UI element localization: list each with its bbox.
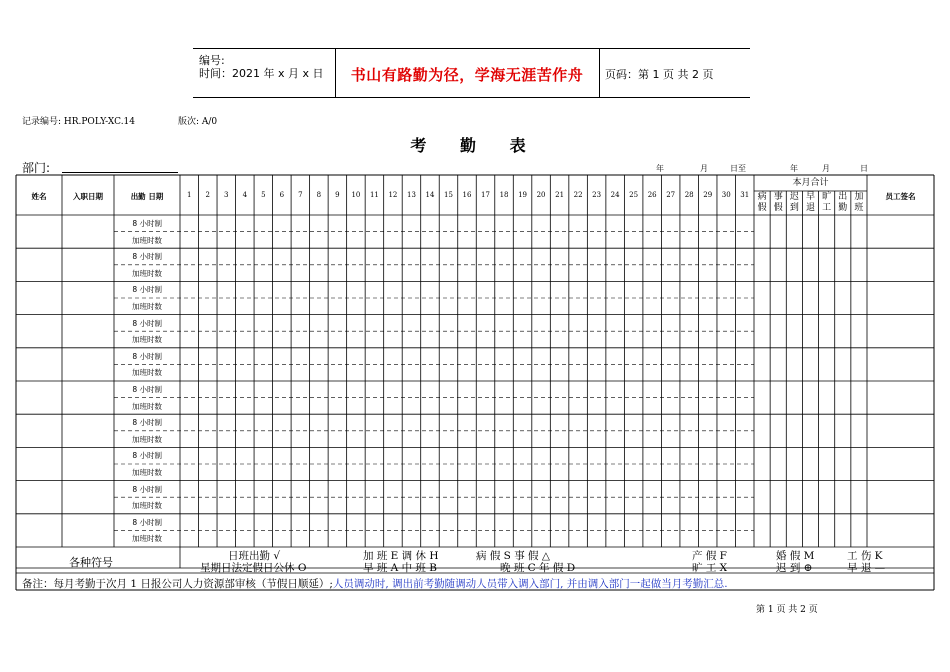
summary-col-char: 早 xyxy=(805,192,815,202)
row-label-overtime: 加班时数 xyxy=(132,534,162,544)
day-header-16: 16 xyxy=(462,191,472,199)
day-header-7: 7 xyxy=(298,191,303,199)
row-label-overtime: 加班时数 xyxy=(132,401,162,411)
row-label-overtime: 加班时数 xyxy=(132,434,162,444)
period-month-2: 月 xyxy=(822,164,830,173)
summary-col-header xyxy=(835,192,851,214)
day-header-13: 13 xyxy=(406,191,416,199)
symbol-legend-item: 早 班 A 中 班 B xyxy=(363,562,437,574)
summary-col-header xyxy=(819,192,835,214)
number-label: 编号: xyxy=(199,54,225,67)
row-label-8h: 8 小时制 xyxy=(132,219,162,228)
remark-text: 备注：每月考勤于次月 1 日报公司人力资源部审核（节假日顺延）; xyxy=(22,578,333,590)
day-header-5: 5 xyxy=(261,191,266,199)
symbols-label: 各种符号 xyxy=(69,556,113,569)
summary-col-header xyxy=(786,192,802,214)
day-header-26: 26 xyxy=(647,191,657,199)
page-label: 页码：第 1 页 共 2 页 xyxy=(605,68,714,81)
row-label-8h: 8 小时制 xyxy=(132,252,162,262)
row-label-8h: 8 小时制 xyxy=(132,318,162,328)
day-header-14: 14 xyxy=(425,191,435,199)
period-day-2: 日 xyxy=(860,164,868,173)
row-label-8h: 8 小时制 xyxy=(132,385,162,394)
summary-col-char: 假 xyxy=(757,203,767,213)
day-header-29: 29 xyxy=(703,191,713,199)
row-label-8h: 8 小时制 xyxy=(132,451,162,461)
version-label: 版次: A/0 xyxy=(178,117,218,127)
summary-col-char: 工 xyxy=(822,203,832,213)
record-code: 记录编号: HR.POLY-XC.14 xyxy=(22,117,136,127)
symbol-legend-item: 早 退 — xyxy=(847,562,886,574)
row-label-8h: 8 小时制 xyxy=(132,351,162,361)
row-label-overtime: 加班时数 xyxy=(132,468,162,477)
summary-title: 本月合计 xyxy=(792,178,829,188)
day-header-28: 28 xyxy=(684,191,694,199)
symbol-legend-item: 日班出勤 √ xyxy=(228,550,281,562)
day-header-22: 22 xyxy=(573,191,583,199)
day-header-4: 4 xyxy=(242,191,248,199)
row-label-8h: 8 小时制 xyxy=(132,285,162,295)
row-label-8h: 8 小时制 xyxy=(132,484,162,494)
summary-col-char: 事 xyxy=(773,192,783,202)
row-label-overtime: 加班时数 xyxy=(132,368,162,378)
symbol-legend-item: 产 假 F xyxy=(692,550,727,562)
day-header-20: 20 xyxy=(536,191,546,199)
symbol-legend-item: 加 班 E 调 休 H xyxy=(363,550,439,562)
symbol-legend-item: 旷 工 X xyxy=(692,562,728,574)
summary-col-header xyxy=(770,192,786,214)
symbol-legend-item: 晚 班 C 年 假 D xyxy=(500,562,576,574)
symbol-legend-item: 婚 假 M xyxy=(776,550,815,562)
period-month-1: 月 xyxy=(700,164,708,173)
day-header-27: 27 xyxy=(666,191,676,199)
day-header-1: 1 xyxy=(187,191,192,199)
day-header-10: 10 xyxy=(351,191,361,199)
summary-col-char: 退 xyxy=(805,203,815,213)
summary-col-char: 班 xyxy=(854,203,864,213)
day-header-3: 3 xyxy=(224,191,229,199)
summary-col-char: 旷 xyxy=(822,192,832,202)
period-day-1: 日至 xyxy=(730,164,746,173)
row-label-8h: 8 小时制 xyxy=(132,418,162,428)
period-year-2: 年 xyxy=(790,164,798,173)
dept-label: 部门: xyxy=(22,161,51,175)
day-header-17: 17 xyxy=(481,191,490,199)
summary-col-char: 假 xyxy=(773,203,783,213)
col-header-entry-date: 入职日期 xyxy=(73,192,103,201)
page-footer: 第 1 页 共 2 页 xyxy=(756,605,818,615)
slogan: 书山有路勤为径，学海无涯苦作舟 xyxy=(350,66,584,84)
day-header-9: 9 xyxy=(335,191,340,199)
col-header-attend-date xyxy=(114,191,180,202)
summary-col-header xyxy=(851,192,867,214)
row-label-overtime: 加班时数 xyxy=(132,302,162,311)
period-year-1: 年 xyxy=(656,164,664,173)
row-label-overtime: 加班时数 xyxy=(132,335,162,345)
attend-label: 出勤 xyxy=(130,192,146,201)
col-header-sign: 员工签名 xyxy=(885,192,916,201)
summary-col-header xyxy=(802,192,818,214)
day-header-11: 11 xyxy=(369,191,379,199)
summary-col-char: 勤 xyxy=(838,203,848,213)
row-label-8h: 8 小时制 xyxy=(132,517,162,527)
summary-col-header xyxy=(754,192,770,214)
day-header-2: 2 xyxy=(205,191,210,199)
day-header-23: 23 xyxy=(592,191,602,199)
day-header-24: 24 xyxy=(610,191,620,199)
summary-col-char: 出 xyxy=(838,192,848,202)
row-label-overtime: 加班时数 xyxy=(132,235,162,245)
day-header-21: 21 xyxy=(555,191,565,199)
symbol-legend-item: 迟 到 ⊕ xyxy=(776,562,813,574)
col-header-name: 姓名 xyxy=(31,192,47,201)
day-header-12: 12 xyxy=(388,191,398,199)
symbol-legend-item: 病 假 S 事 假 △ xyxy=(476,550,550,562)
date-label: 日期 xyxy=(148,192,164,201)
day-header-18: 18 xyxy=(499,191,509,199)
summary-col-char: 迟 xyxy=(789,192,799,202)
symbol-legend-item: 工 伤 K xyxy=(847,550,883,562)
day-header-25: 25 xyxy=(629,191,639,199)
summary-col-char: 病 xyxy=(757,192,767,202)
row-label-overtime: 加班时数 xyxy=(132,501,162,511)
day-header-8: 8 xyxy=(316,191,322,199)
day-header-31: 31 xyxy=(740,191,750,199)
remark-transfer-text: 人员调动时, 调出前考勤随调动人员带入调入部门, 并由调入部门一起做当月考勤汇总. xyxy=(332,578,728,590)
day-header-30: 30 xyxy=(721,191,731,199)
summary-col-char: 到 xyxy=(789,203,799,213)
time-label: 时间：2021 年 x 月 x 日 xyxy=(199,67,324,80)
page-title: 考 勤 表 xyxy=(410,136,540,155)
day-header-19: 19 xyxy=(518,191,527,199)
row-label-overtime: 加班时数 xyxy=(132,268,162,278)
summary-col-char: 加 xyxy=(854,192,864,202)
symbol-legend-item: 星期日法定假日公休 O xyxy=(200,562,307,574)
day-header-6: 6 xyxy=(279,191,285,199)
remark-note xyxy=(22,576,728,591)
day-header-15: 15 xyxy=(444,191,453,199)
